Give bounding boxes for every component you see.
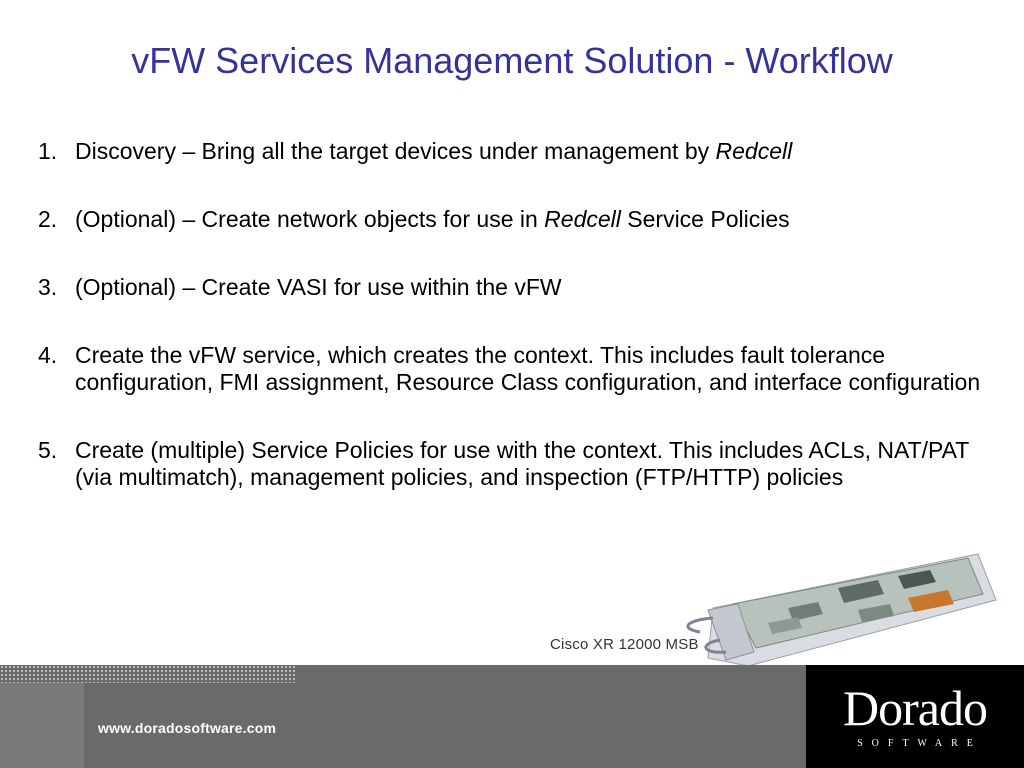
step-text: (Optional) – Create network objects for use in (75, 206, 545, 232)
step-number: 5. (38, 437, 58, 463)
product-caption: Cisco XR 12000 MSB (550, 636, 699, 653)
product-name: Redcell (715, 138, 793, 164)
footer-url-link[interactable]: www.doradosoftware.com (98, 720, 277, 736)
step-text: Create the vFW service, which creates the context. This includes fault tolerance configuration, FMI assignment, Resource Class configuration, and interface configuration (75, 342, 981, 395)
footer-left-strip (0, 683, 84, 768)
workflow-step (38, 138, 998, 165)
step-text: (Optional) – Create VASI for use within the vFW (75, 274, 562, 300)
workflow-steps (38, 138, 998, 532)
step-number: 4. (38, 342, 58, 368)
step-number: 1. (38, 138, 58, 164)
workflow-step (38, 342, 998, 396)
product-name: Redcell (544, 206, 621, 232)
step-number: 2. (38, 206, 58, 232)
workflow-step (38, 274, 998, 301)
logo-subtitle: SOFTWARE (857, 738, 982, 749)
workflow-step (38, 206, 998, 233)
footer-dot-pattern (0, 665, 296, 683)
step-number: 3. (38, 274, 58, 300)
step-text: Create (multiple) Service Policies for use with the context. This includes ACLs, NAT/PAT (via multimatch), management policies, and inspection (FTP/HTTP) policies (75, 437, 969, 490)
workflow-step (38, 437, 998, 491)
step-text: Discovery – Bring all the target devices under management by (75, 138, 716, 164)
step-text-tail: Service Policies (620, 206, 790, 232)
dorado-logo (806, 665, 1024, 768)
slide-title: vFW Services Management Solution - Workflow (131, 40, 893, 81)
logo-wordmark: Dorado (843, 680, 987, 736)
